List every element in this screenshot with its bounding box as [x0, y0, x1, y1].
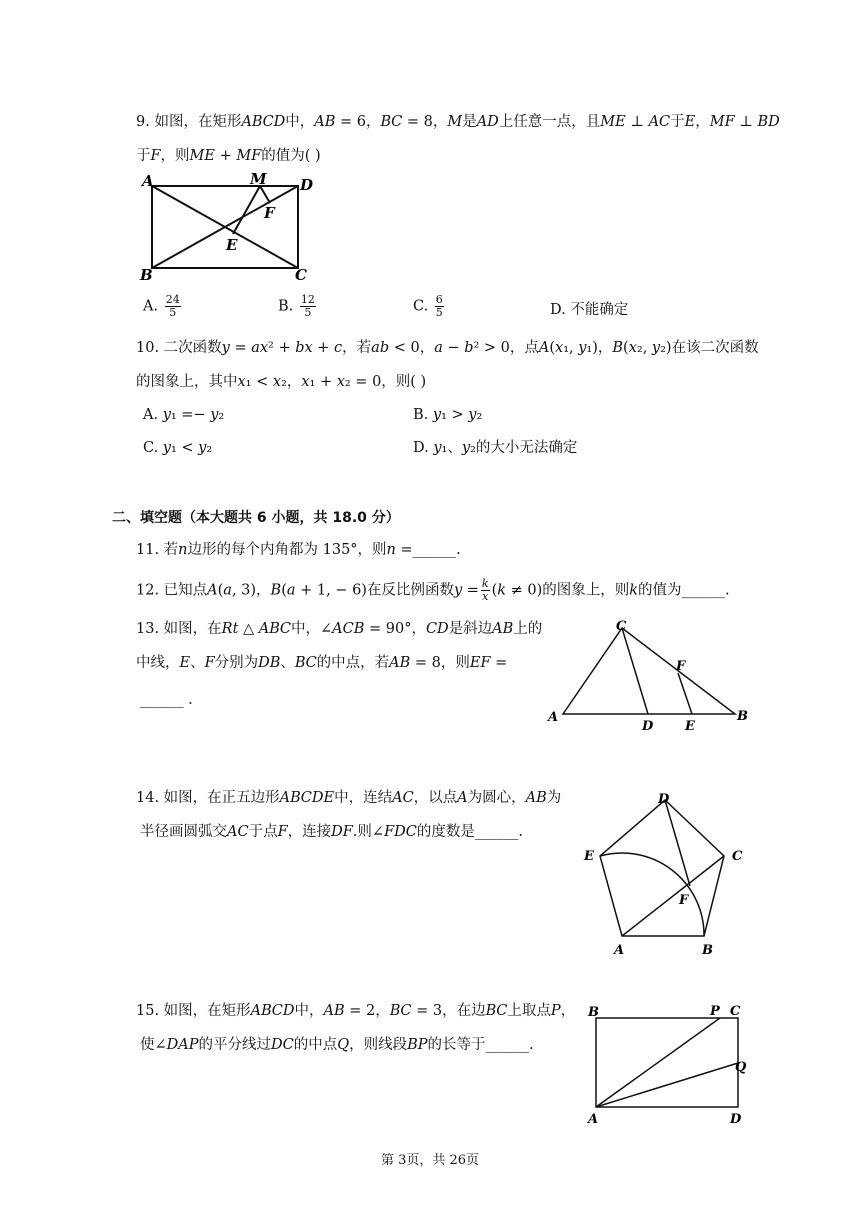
page-footer: 第 3页，共 26页 [380, 1153, 480, 1168]
q14-label-a: A [614, 943, 625, 958]
q13-text-line2: 中线，𝐸、𝐹分别为𝐷𝐵、𝐵𝐶的中点，若𝐴𝐵 = 8，则𝐸𝐹 = [136, 655, 508, 671]
q15-text-line2: 使∠𝐷𝐴𝑃的平分线过𝐷𝐶的中点𝑄，则线段𝐵𝑃的长等于______. [140, 1037, 534, 1053]
q14-text-line2: 半径画圆弧交𝐴𝐶于点𝐹，连接𝐷𝐹.则∠𝐹𝐷𝐶的度数是______. [140, 824, 523, 840]
q9-option-d-text: 不能确定 [570, 302, 629, 318]
q10-text-line1: 10. 二次函数𝑦 = 𝑎𝑥² + 𝑏𝑥 + 𝑐，若𝑎𝑏 < 0，𝑎 − 𝑏² > 0，点𝐴(𝑥₁, 𝑦₁)，𝐵(𝑥₂, 𝑦₂)在该二次函数 [136, 340, 759, 356]
q15-label-d: D [730, 1112, 742, 1127]
q15-text-line1: 15. 如图，在矩形𝐴𝐵𝐶𝐷中，𝐴𝐵 = 2，𝐵𝐶 = 3，在边𝐵𝐶上取点𝑃， [136, 1003, 576, 1019]
q13-median-cd [622, 628, 648, 714]
q11-text: 11. 若𝑛边形的每个内角都为 135°，则𝑛 =______. [136, 542, 461, 558]
q14-label-e: E [584, 849, 594, 864]
q9-label-c: C [295, 266, 307, 284]
q12-text [136, 578, 730, 603]
q10-option-d: D. 𝑦₁、𝑦₂的大小无法确定 [413, 440, 578, 456]
q15-label-q: Q [735, 1060, 747, 1075]
q13-label-c: C [616, 619, 627, 634]
q14-pentagon [600, 800, 724, 936]
q13-figure [545, 618, 760, 736]
q12-text-pre: 12. 已知点𝐴(𝑎, 3)，𝐵(𝑎 + 1, − 6)在反比例函数𝑦 = [136, 582, 479, 599]
q12-fraction-num: 𝑘 [481, 577, 489, 590]
q9-option-d [550, 298, 628, 319]
q9-option-a-den: 5 [169, 306, 177, 319]
q10-text-line2: 的图象上，其中𝑥₁ < 𝑥₂，𝑥₁ + 𝑥₂ = 0，则( ) [136, 374, 427, 390]
q9-option-b-num: 12 [300, 293, 315, 306]
q9-label-d: D [300, 176, 314, 194]
q14-label-c: C [732, 849, 743, 864]
q9-option-a [143, 294, 183, 319]
q13-triangle [563, 628, 735, 714]
q13-text-line3: ______ . [140, 692, 193, 708]
q15-figure [580, 998, 755, 1130]
q14-figure [578, 786, 753, 961]
q14-segment-df [665, 800, 690, 886]
q9-option-b-fraction [300, 294, 316, 319]
q9-text-line1: 9. 如图，在矩形𝐴𝐵𝐶𝐷中，𝐴𝐵 = 6，𝐵𝐶 = 8，𝑀是𝐴𝐷上任意一点，且𝑀𝐸 ⊥ 𝐴𝐶于𝐸，𝑀𝐹 ⊥ 𝐵𝐷 [136, 114, 780, 130]
q9-label-b: B [140, 266, 153, 284]
q15-segment-aq [596, 1063, 738, 1107]
q14-label-d: D [658, 792, 670, 807]
q13-label-d: D [642, 719, 654, 734]
q12-fraction-den: 𝑥 [482, 590, 489, 603]
q12-text-post: (𝑘 ≠ 0)的图象上，则𝑘的值为______. [491, 582, 730, 599]
q15-rectangle [596, 1018, 738, 1107]
q9-option-b-den: 5 [304, 306, 312, 319]
q9-figure [138, 170, 318, 286]
q9-label-m: M [250, 170, 267, 188]
q9-option-c [413, 294, 446, 319]
q10-option-b: B. 𝑦₁ > 𝑦₂ [413, 407, 483, 423]
q9-option-b [278, 294, 318, 319]
q9-text-line2: 于𝐹，则𝑀𝐸 + 𝑀𝐹的值为( ) [136, 148, 321, 164]
q9-option-c-label: C. [413, 298, 429, 315]
q15-segment-ap [596, 1018, 720, 1107]
q12-fraction [481, 578, 490, 603]
section-heading-fill-in: 二、填空题（本大题共 6 小题，共 18.0 分） [112, 510, 400, 526]
q9-option-c-den: 5 [435, 306, 443, 319]
q14-text-line1: 14. 如图，在正五边形𝐴𝐵𝐶𝐷𝐸中，连结𝐴𝐶，以点𝐴为圆心，𝐴𝐵为 [136, 790, 562, 806]
q15-label-b: B [588, 1005, 599, 1020]
q9-option-c-fraction [435, 294, 444, 319]
q9-option-a-fraction [165, 294, 181, 319]
q9-label-e: E [226, 236, 238, 254]
q13-label-b: B [737, 709, 748, 724]
q14-label-b: B [702, 943, 713, 958]
q15-label-a: A [588, 1112, 599, 1127]
q10-option-a: A. 𝑦₁ =− 𝑦₂ [143, 407, 225, 423]
q15-label-c: C [730, 1004, 741, 1019]
q9-option-a-num: 24 [165, 293, 180, 306]
q9-option-c-num: 6 [435, 293, 443, 306]
q13-label-f: F [676, 659, 686, 674]
q14-label-f: F [679, 893, 689, 908]
q9-segment-mf [260, 186, 270, 203]
q9-option-a-label: A. [143, 298, 159, 315]
q14-arc [600, 853, 704, 936]
q9-label-f: F [264, 204, 275, 222]
q9-label-a: A [142, 172, 154, 190]
q14-diagonal-ac [622, 856, 724, 936]
q9-option-b-label: B. [278, 298, 294, 315]
q10-option-c: C. 𝑦₁ < 𝑦₂ [143, 440, 213, 456]
q13-label-a: A [548, 710, 559, 725]
q13-label-e: E [685, 719, 695, 734]
q15-label-p: P [710, 1004, 720, 1019]
q13-text-line1: 13. 如图，在𝑅𝑡 △ 𝐴𝐵𝐶中，∠𝐴𝐶𝐵 = 90°，𝐶𝐷是斜边𝐴𝐵上的 [136, 621, 543, 637]
q9-option-d-label: D. [550, 302, 566, 318]
